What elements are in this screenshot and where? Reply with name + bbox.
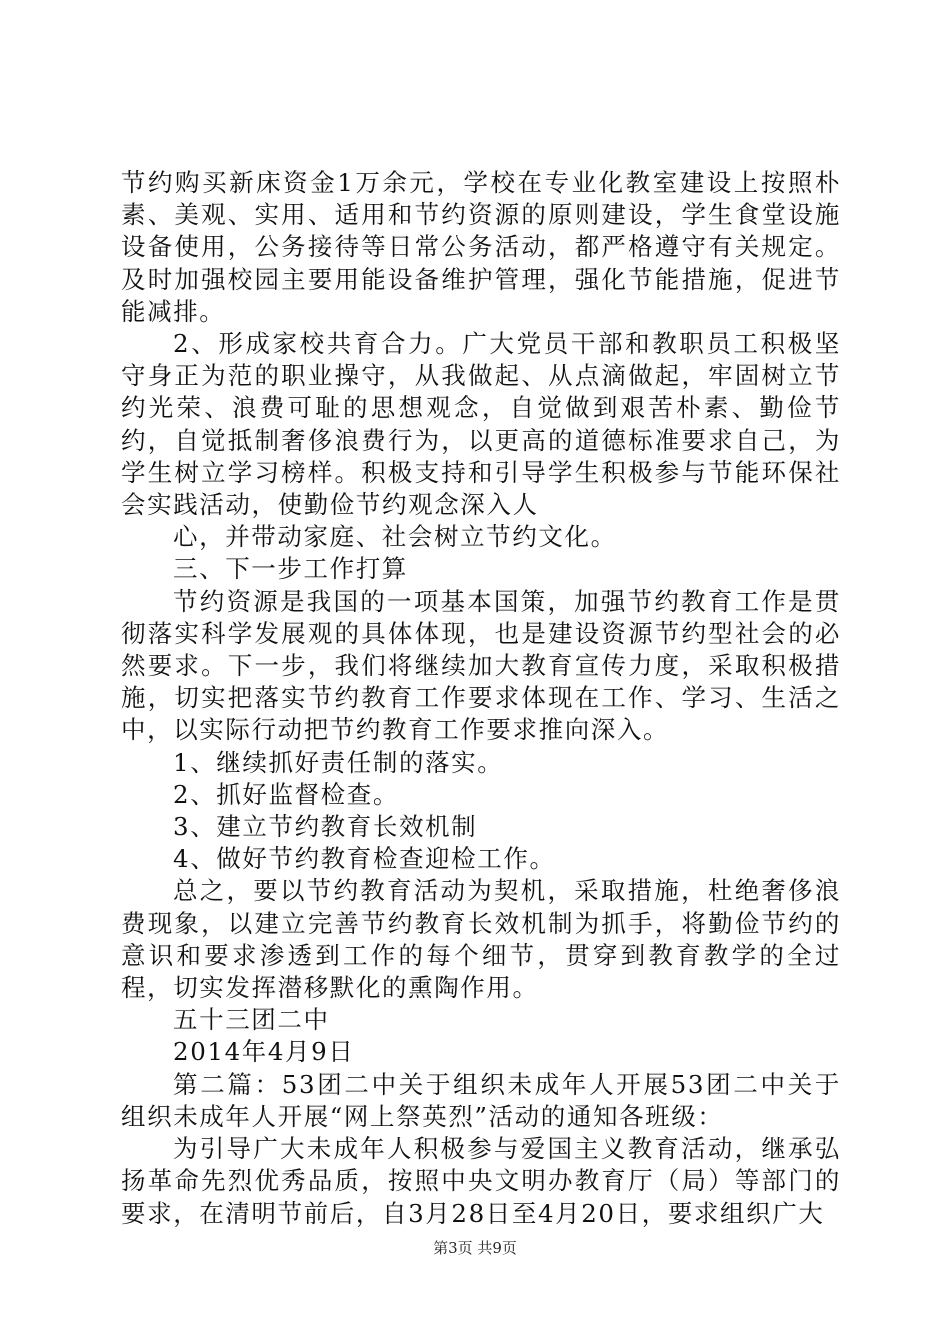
section-title-part-two: 第二篇：53团二中关于组织未成年人开展53团二中关于组织未成年人开展“网上祭英烈”活动的通知各班级： <box>121 1069 841 1131</box>
signature-organization: 五十三团二中 <box>173 1005 330 1035</box>
document-body <box>121 167 841 1230</box>
list-item: 4、做好节约教育检查迎检工作。 <box>173 844 556 874</box>
section-heading: 三、下一步工作打算 <box>173 554 408 584</box>
paragraph-item-2: 2、形成家校共育合力。广大党员干部和教职员工积极坚守身正为范的职业操守，从我做起、从点滴做起，牢固树立节约光荣、浪费可耻的思想观念，自觉做到艰苦朴素、勤俭节约，自觉抵制奢侈浪费行为，以更高的道德标准要求自己，为学生树立学习榜样。积极支持和引导学生积极参与节能环保社会实践活动，使勤俭节约观念深入人 <box>121 329 841 520</box>
list-item: 2、抓好监督检查。 <box>173 779 399 809</box>
page-number-footer: 第3页 共9页 <box>433 1239 517 1257</box>
paragraph-notice-body: 为引导广大未成年人积极参与爱国主义教育活动，继承弘扬革命先烈优秀品质，按照中央文明办教育厅（局）等部门的要求，在清明节前后，自3月28日至4月20日，要求组织广大 <box>121 1134 841 1228</box>
paragraph-summary: 总之，要以节约教育活动为契机，采取措施，杜绝奢侈浪费现象，以建立完善节约教育长效机制为抓手，将勤俭节约的意识和要求渗透到工作的每个细节，贯穿到教育教学的全过程，切实发挥潜移默化的熏陶作用。 <box>121 876 841 1003</box>
paragraph-next-steps: 节约资源是我国的一项基本国策，加强节约教育工作是贯彻落实科学发展观的具体体现，也是建设资源节约型社会的必然要求。下一步，我们将继续加大教育宣传力度，采取积极措施，切实把落实节约教育工作要求体现在工作、学习、生活之中，以实际行动把节约教育工作要求推向深入。 <box>121 586 841 745</box>
list-item: 1、继续抓好责任制的落实。 <box>173 747 504 777</box>
list-item: 3、建立节约教育长效机制 <box>173 812 478 842</box>
paragraph-continuation: 节约购买新床资金1万余元，学校在专业化教室建设上按照朴素、美观、实用、适用和节约资源的原则建设，学生食堂设施设备使用，公务接待等日常公务活动，都严格遵守有关规定。及时加强校园主要用能设备维护管理，强化节能措施，促进节能减排。 <box>121 168 841 326</box>
signature-date: 2014年4月9日 <box>173 1037 355 1067</box>
paragraph-item-2-continued: 心，并带动家庭、社会树立节约文化。 <box>173 522 617 552</box>
